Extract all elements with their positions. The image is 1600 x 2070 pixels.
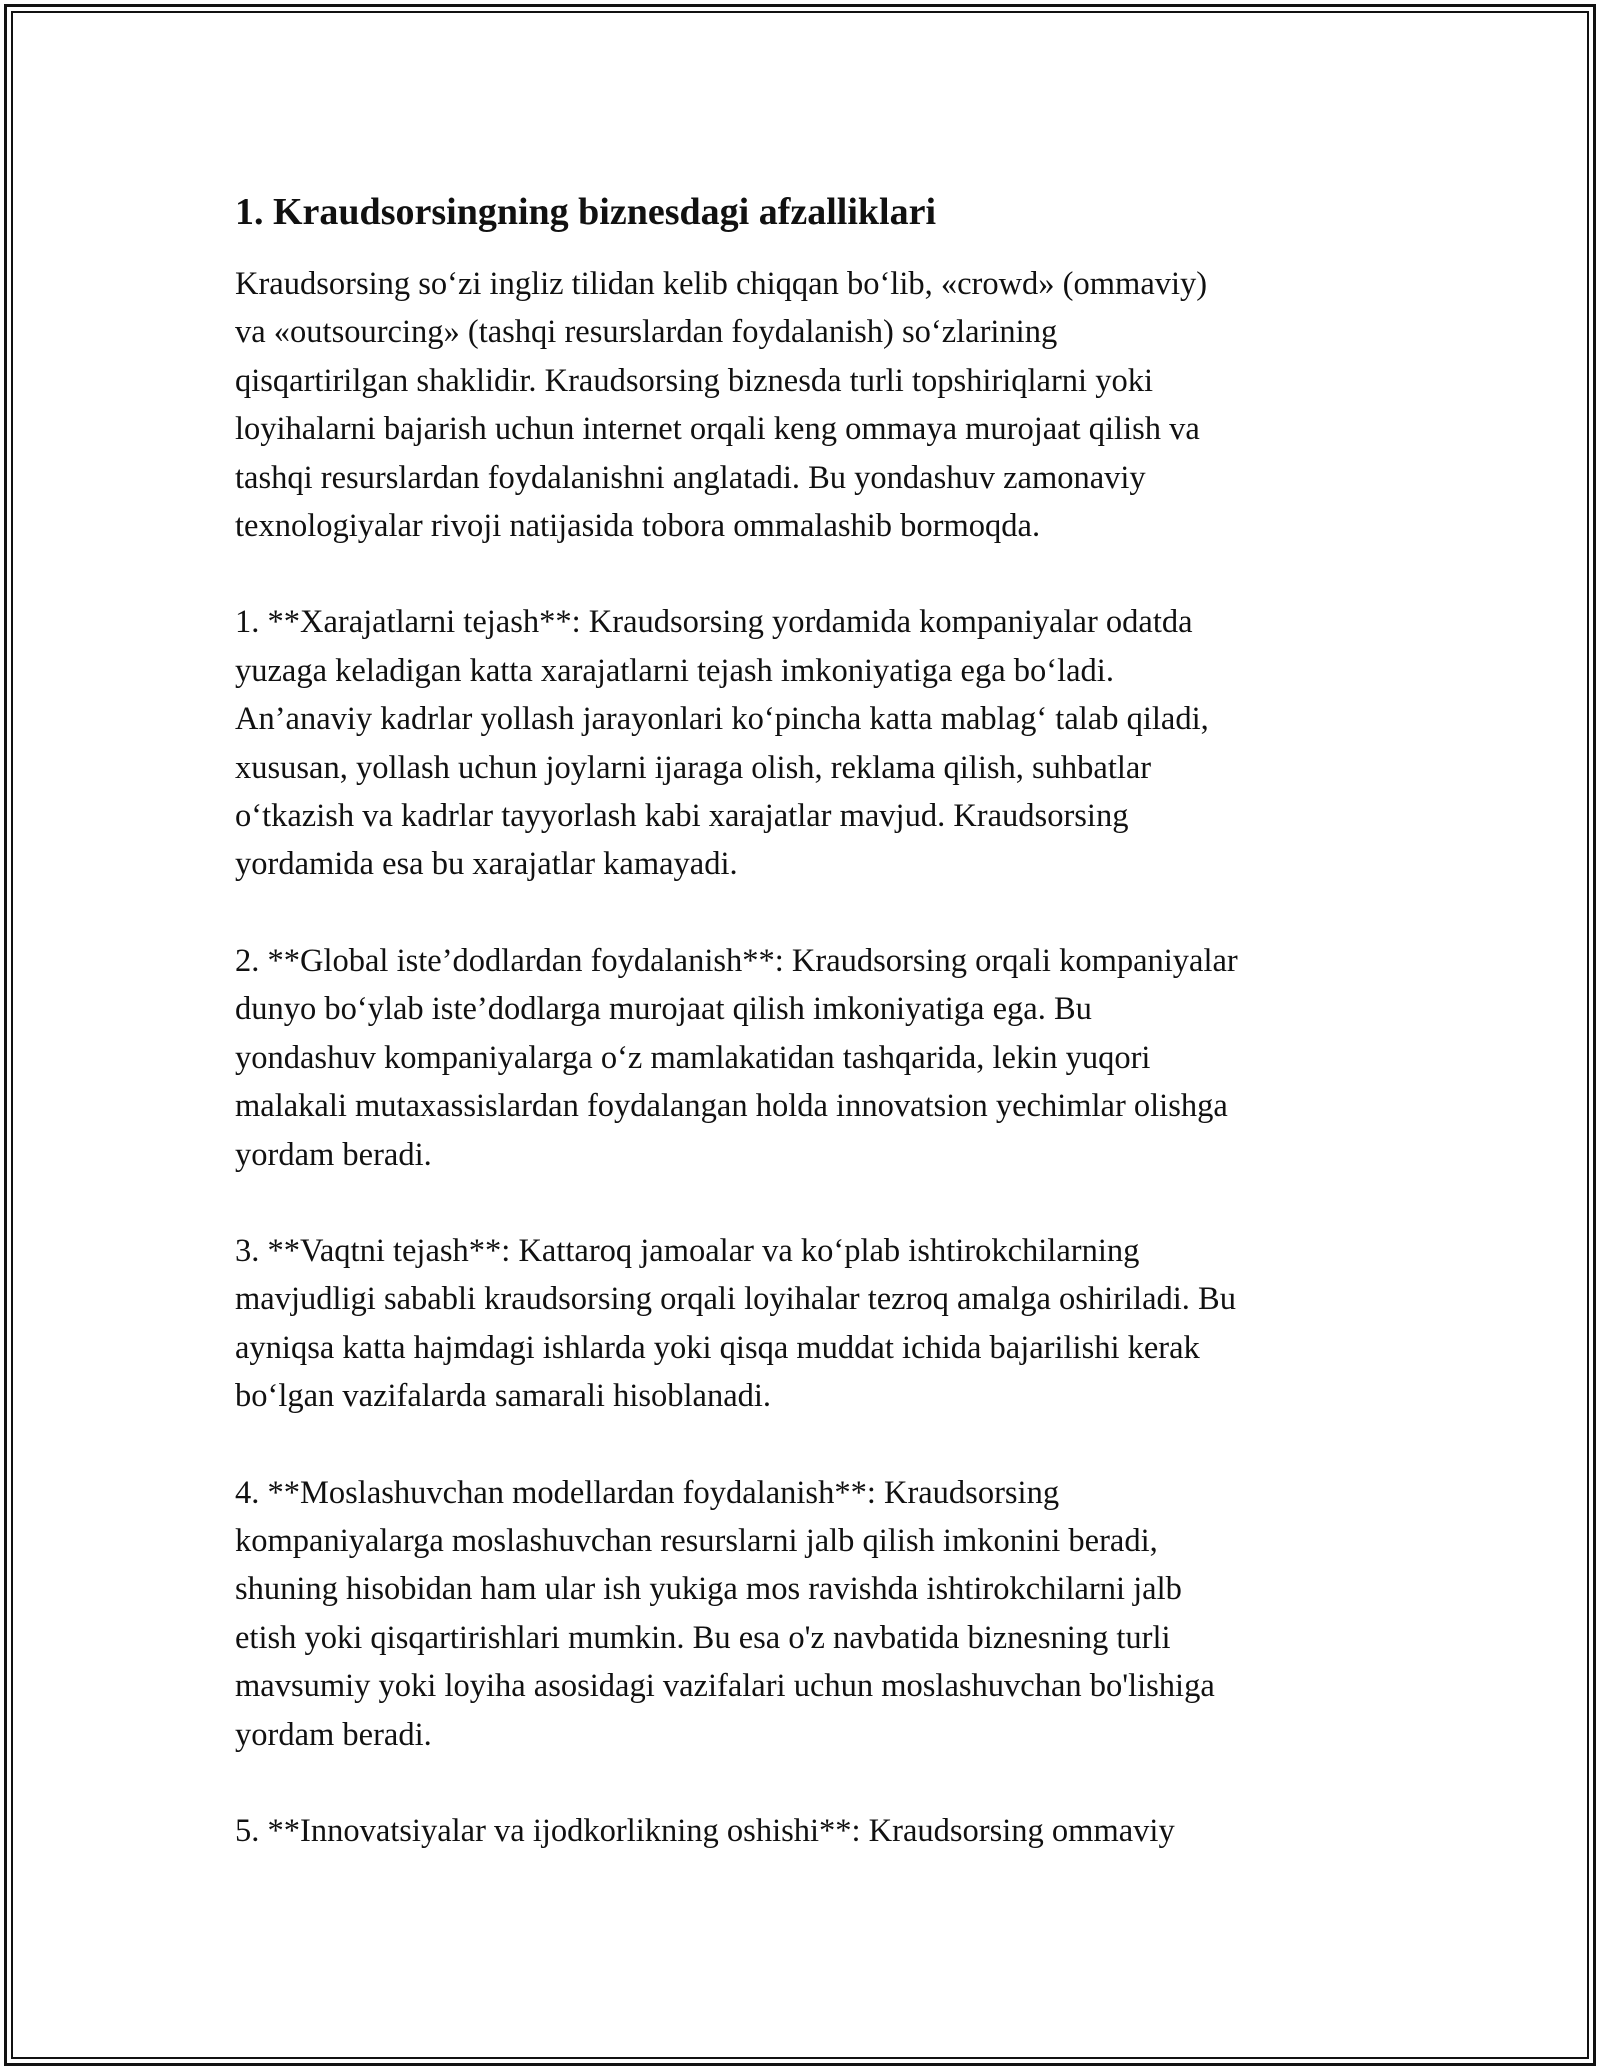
document-heading: 1. Kraudsorsingning biznesdagi afzalliklari bbox=[235, 191, 936, 233]
paragraph-time-saving: 3. **Vaqtni tejash**: Kattaroq jamoalar va ko‘plab ishtirokchilarning mavjudligi sababli kraudsorsing orqali loyihalar tezroq amalga oshiriladi. Bu ayniqsa katta hajmdagi ishlarda yoki qisqa muddat ichida bajarilishi kerak bo‘lgan vazifalarda samarali hisoblanadi. bbox=[235, 1232, 1236, 1415]
paragraph-global-talent: 2. **Global iste’dodlardan foydalanish**: Kraudsorsing orqali kompaniyalar dunyo bo‘ylab iste’dodlarga murojaat qilish imkoniyatiga ega. Bu yondashuv kompaniyalarga o‘z mamlakatidan tashqarida, lekin yuqori malakali mutaxassislardan foydalangan holda innovatsion yechimlar olishga yordam beradi. bbox=[235, 942, 1238, 1173]
intro-paragraph: Kraudsorsing so‘zi ingliz tilidan kelib chiqqan bo‘lib, «crowd» (ommaviy) va «outsourcing» (tashqi resurslardan foydalanish) so‘zlarining qisqartirilgan shaklidir. Kraudsorsing biznesda turli topshiriqlarni yoki loyihalarni bajarish uchun internet orqali keng ommaya murojaat qilish va tashqi resurslardan foydalanishni anglatadi. Bu yondashuv zamonaviy texnologiyalar rivoji natijasida tobora ommalashib bormoqda. bbox=[235, 266, 1208, 545]
document-body bbox=[235, 186, 1415, 1903]
paragraph-cost-saving: 1. **Xarajatlarni tejash**: Kraudsorsing yordamida kompaniyalar odatda yuzaga keladigan katta xarajatlarni tejash imkoniyatiga ega bo‘ladi. An’anaviy kadrlar yollash jarayonlari ko‘pincha katta mablag‘ talab qiladi, xususan, yollash uchun joylarni ijaraga olish, reklama qilish, suhbatlar o‘tkazish va kadrlar tayyorlash kabi xarajatlar mavjud. Kraudsorsing yordamida esa bu xarajatlar kamayadi. bbox=[235, 604, 1209, 883]
paragraph-innovation: 5. **Innovatsiyalar va ijodkorlikning oshishi**: Kraudsorsing ommaviy bbox=[235, 1812, 1175, 1849]
paragraph-flexible-models: 4. **Moslashuvchan modellardan foydalanish**: Kraudsorsing kompaniyalarga moslashuvchan resurslarni jalb qilish imkonini beradi, shuning hisobidan ham ular ish yukiga mos ravishda ishtirokchilarni jalb etish yoki qisqartirishlari mumkin. Bu esa o'z navbatida biznesning turli mavsumiy yoki loyiha asosidagi vazifalari uchun moslashuvchan bo'lishiga yordam beradi. bbox=[235, 1474, 1215, 1753]
